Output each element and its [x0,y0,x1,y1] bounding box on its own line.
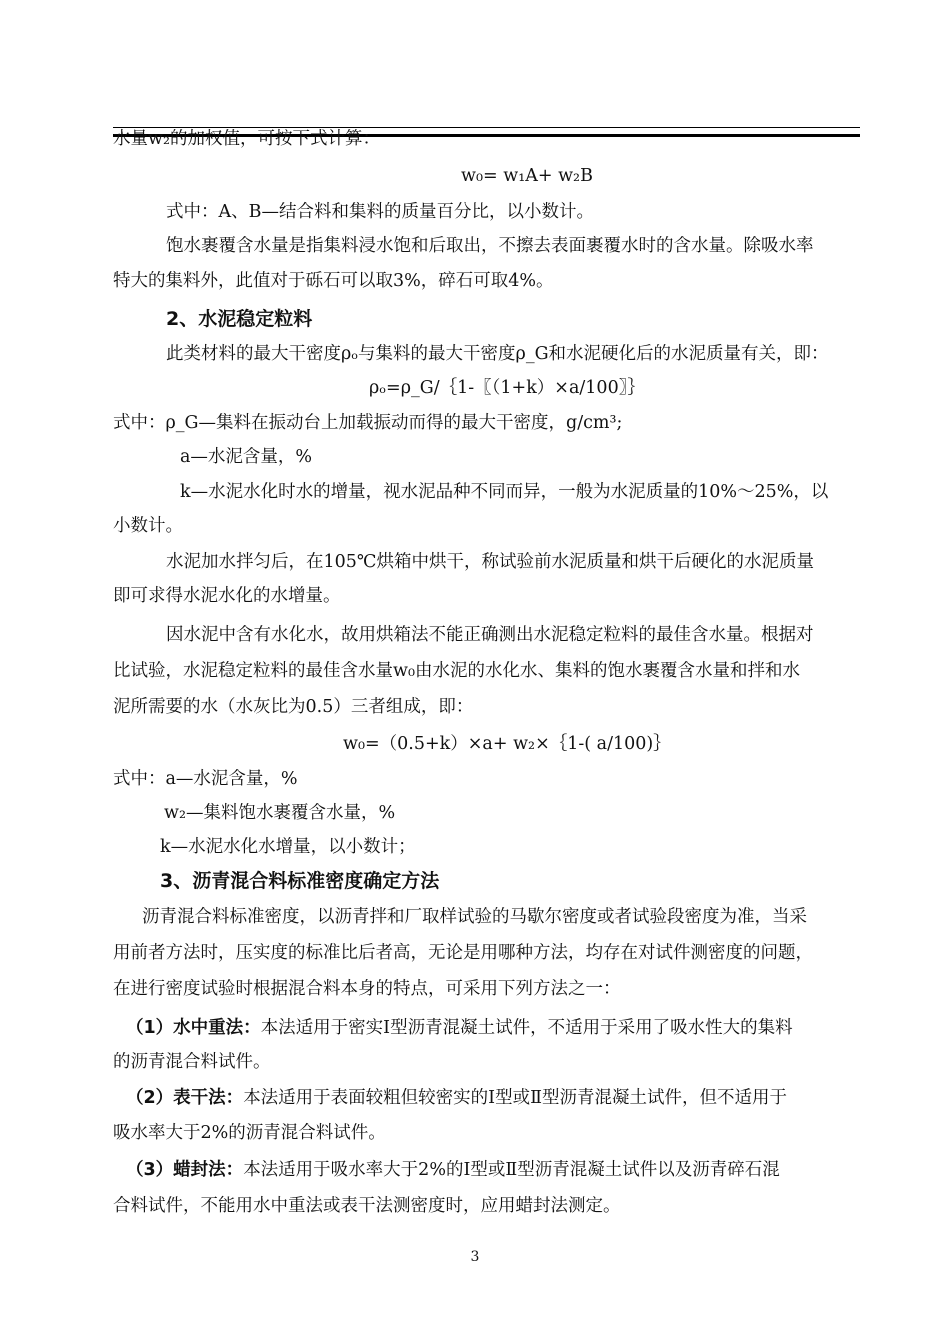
text-line: k—水泥水化水增量，以小数计； [160,837,416,857]
text-line: 在进行密度试验时根据混合料本身的特点，可采用下列方法之一： [113,979,621,999]
formula-w0-cement: w₀=（0.5+k）×a+ w₂×｛1-( a/100)｝ [343,734,671,754]
text-line: 式中：A、B—结合料和集料的质量百分比，以小数计。 [166,202,594,222]
text-line: 特大的集料外，此值对于砾石可以取3%，碎石可取4%。 [113,271,554,291]
formula-density: ρₒ=ρ_G/｛1-〖（1+k）×a/100〗｝ [369,378,645,398]
method-item [126,1087,787,1109]
text-line: 比试验，水泥稳定粒料的最佳含水量w₀由水泥的水化水、集料的饱水裹覆含水量和拌和水 [113,661,800,681]
method-title: （1）水中重法： [126,1018,261,1038]
text-line: 因水泥中含有水化水，故用烘箱法不能正确测出水泥稳定粒料的最佳含水量。根据对 [166,625,814,645]
text-line: 饱水裹覆含水量是指集料浸水饱和后取出，不擦去表面裹覆水时的含水量。除吸水率 [166,236,814,256]
method-title: （3）蜡封法： [126,1160,244,1180]
text-line: 合料试件，不能用水中重法或表干法测密度时，应用蜡封法测定。 [113,1196,621,1216]
text-line: 泥所需要的水（水灰比为0.5）三者组成，即： [113,697,474,717]
text-line: 式中：a—水泥含量，% [113,769,298,789]
text-line: 式中：ρ_G—集料在振动台上加载振动而得的最大干密度，g/cm³; [113,413,623,433]
method-text: 本法适用于表面较粗但较密实的Ⅰ型或Ⅱ型沥青混凝土试件，但不适用于 [243,1088,787,1108]
method-text: 本法适用于吸水率大于2%的Ⅰ型或Ⅱ型沥青混凝土试件以及沥青碎石混 [243,1160,780,1180]
section-heading: 3、沥青混合料标准密度确定方法 [160,870,440,892]
text-line: 用前者方法时，压实度的标准比后者高，无论是用哪种方法，均存在对试件测密度的问题， [113,943,813,963]
method-text: 本法适用于密实Ⅰ型沥青混凝土试件，不适用于采用了吸水性大的集料 [260,1018,793,1038]
section-heading: 2、水泥稳定粒料 [166,308,313,330]
formula-w0: w₀= w₁A+ w₂B [461,166,593,186]
text-line: k—水泥水化时水的增量，视水泥品种不同而异，一般为水泥质量的10%～25%，以 [180,482,829,502]
text-line: a—水泥含量，% [180,447,313,467]
text-line: 沥青混合料标准密度，以沥青拌和厂取样试验的马歇尔密度或者试验段密度为准，当采 [142,907,807,927]
method-item [126,1159,780,1181]
page-number: 3 [470,1249,480,1265]
text-line: 即可求得水泥水化的水增量。 [113,586,341,606]
method-title: （2）表干法： [126,1088,244,1108]
text-line: 小数计。 [113,516,183,536]
method-item [126,1017,793,1039]
text-line: w₂—集料饱水裹覆含水量，% [164,803,396,823]
text-line: 水泥加水拌匀后，在105℃烘箱中烘干，称试验前水泥质量和烘干后硬化的水泥质量 [166,552,814,572]
text-line: 的沥青混合料试件。 [113,1052,271,1072]
text-line: 此类材料的最大干密度ρₒ与集料的最大干密度ρ_G和水泥硬化后的水泥质量有关，即： [166,344,829,364]
text-line: 吸水率大于2%的沥青混合料试件。 [113,1123,386,1143]
text-line: 水量w₂的加权值，可按下式计算： [113,129,380,149]
